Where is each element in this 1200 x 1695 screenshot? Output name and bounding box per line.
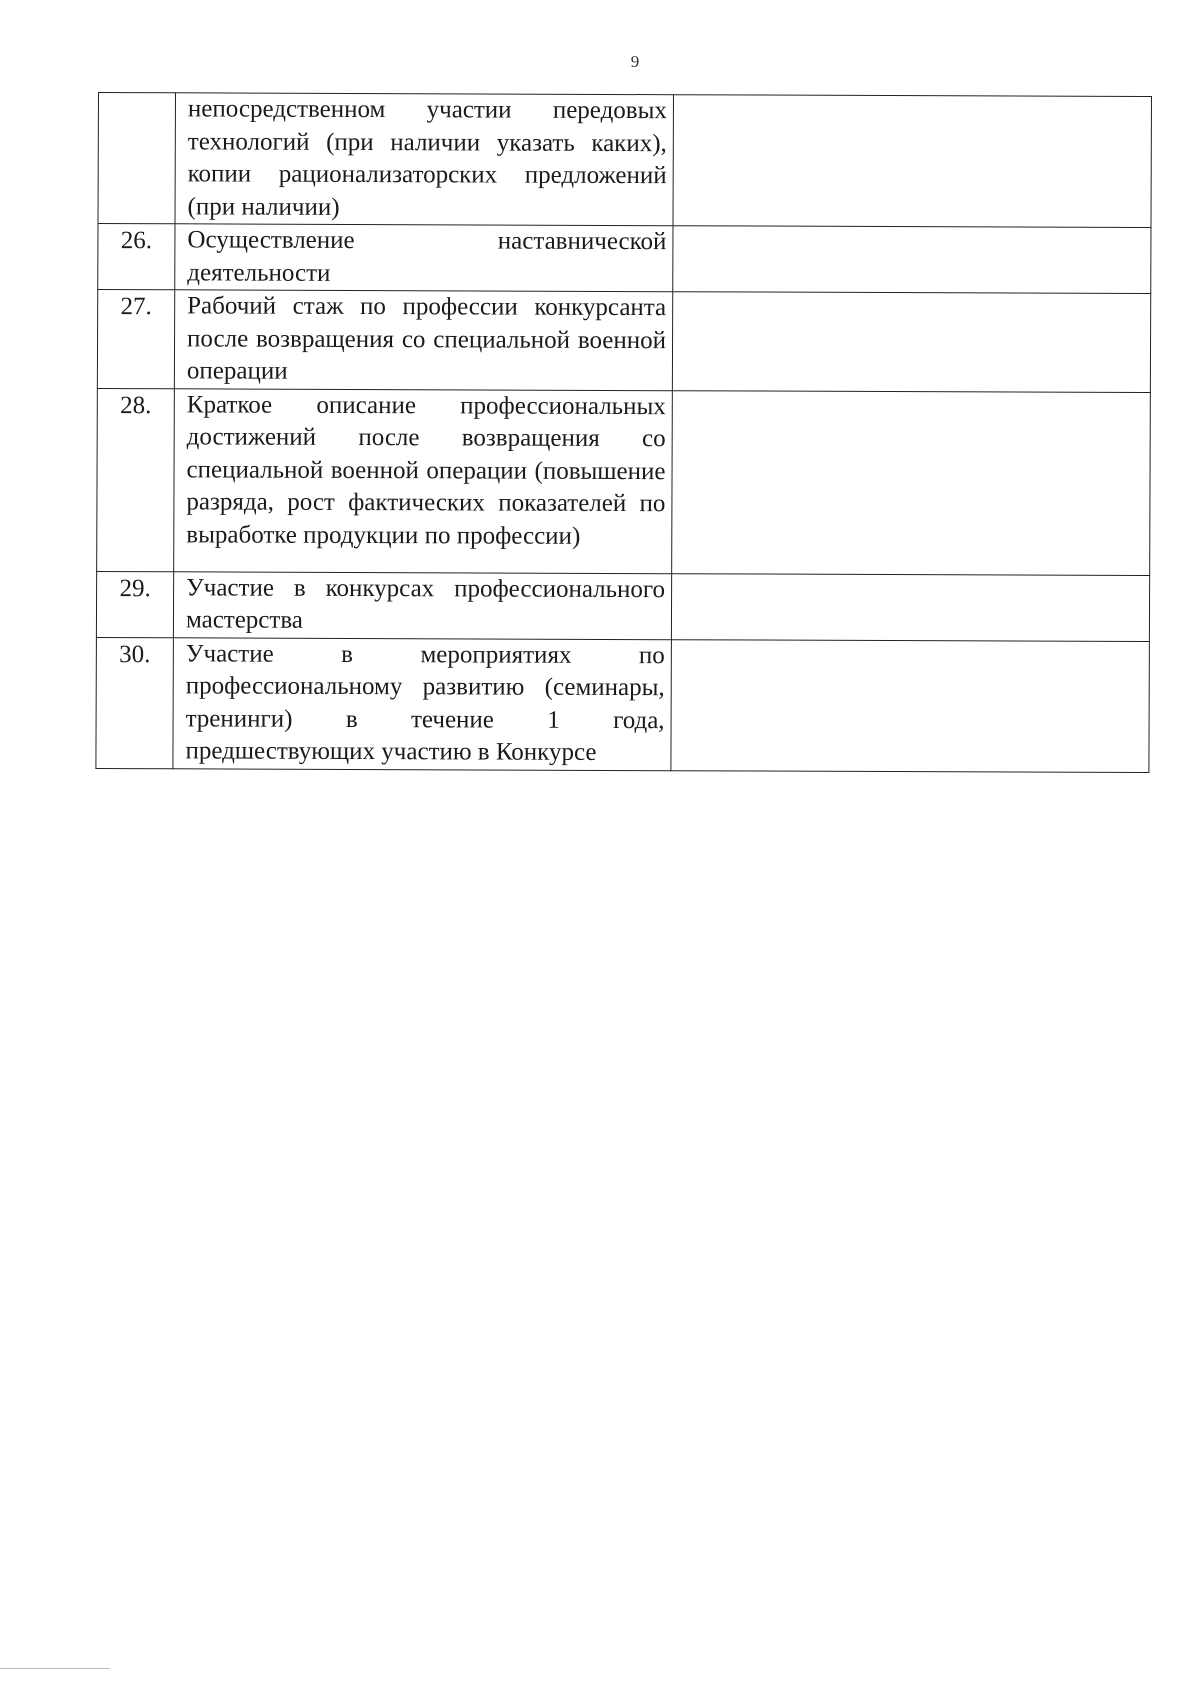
table-row bbox=[96, 571, 1149, 641]
criterion-value-cell bbox=[672, 292, 1150, 392]
criterion-text: Рабочий стаж по профессии конкурсанта после возвращения со специальной военной операции bbox=[174, 290, 672, 390]
row-number: 26. bbox=[98, 224, 175, 290]
table-row bbox=[98, 93, 1151, 228]
table-row bbox=[97, 290, 1150, 393]
table-row bbox=[96, 637, 1149, 772]
application-form-table bbox=[95, 92, 1152, 773]
row-number: 29. bbox=[96, 571, 173, 637]
criterion-value-cell bbox=[672, 390, 1151, 575]
criterion-value-cell bbox=[673, 95, 1151, 228]
criterion-value-cell bbox=[671, 573, 1149, 641]
criterion-value-cell bbox=[671, 639, 1149, 772]
criterion-text: Участие в мероприятиях по профессиональному развитию (семинары, тренинги) в течение 1 года, предшествующих участию в Конкурсе bbox=[173, 637, 671, 770]
criterion-text: Краткое описание профессиональных достижений после возвращения со специальной военной операции (повышение разряда, рост фактических показателей по выработке продукции по профессии) bbox=[174, 388, 673, 573]
criterion-text: Осуществление наставнической деятельности bbox=[175, 224, 673, 292]
row-number: 28. bbox=[97, 388, 175, 571]
row-number: 27. bbox=[97, 290, 174, 389]
table-row bbox=[98, 224, 1151, 294]
page-number: 9 bbox=[630, 52, 640, 71]
table-row bbox=[97, 388, 1151, 575]
criterion-text: Участие в конкурсах профессионального мастерства bbox=[173, 571, 671, 639]
scan-edge-mark bbox=[0, 1668, 110, 1669]
criterion-text: непосредственном участии передовых технологий (при наличии указать каких), копии рационализаторских предложений (при наличии) bbox=[175, 93, 673, 226]
row-number bbox=[98, 93, 176, 224]
row-number: 30. bbox=[96, 637, 174, 768]
criterion-value-cell bbox=[673, 226, 1151, 294]
